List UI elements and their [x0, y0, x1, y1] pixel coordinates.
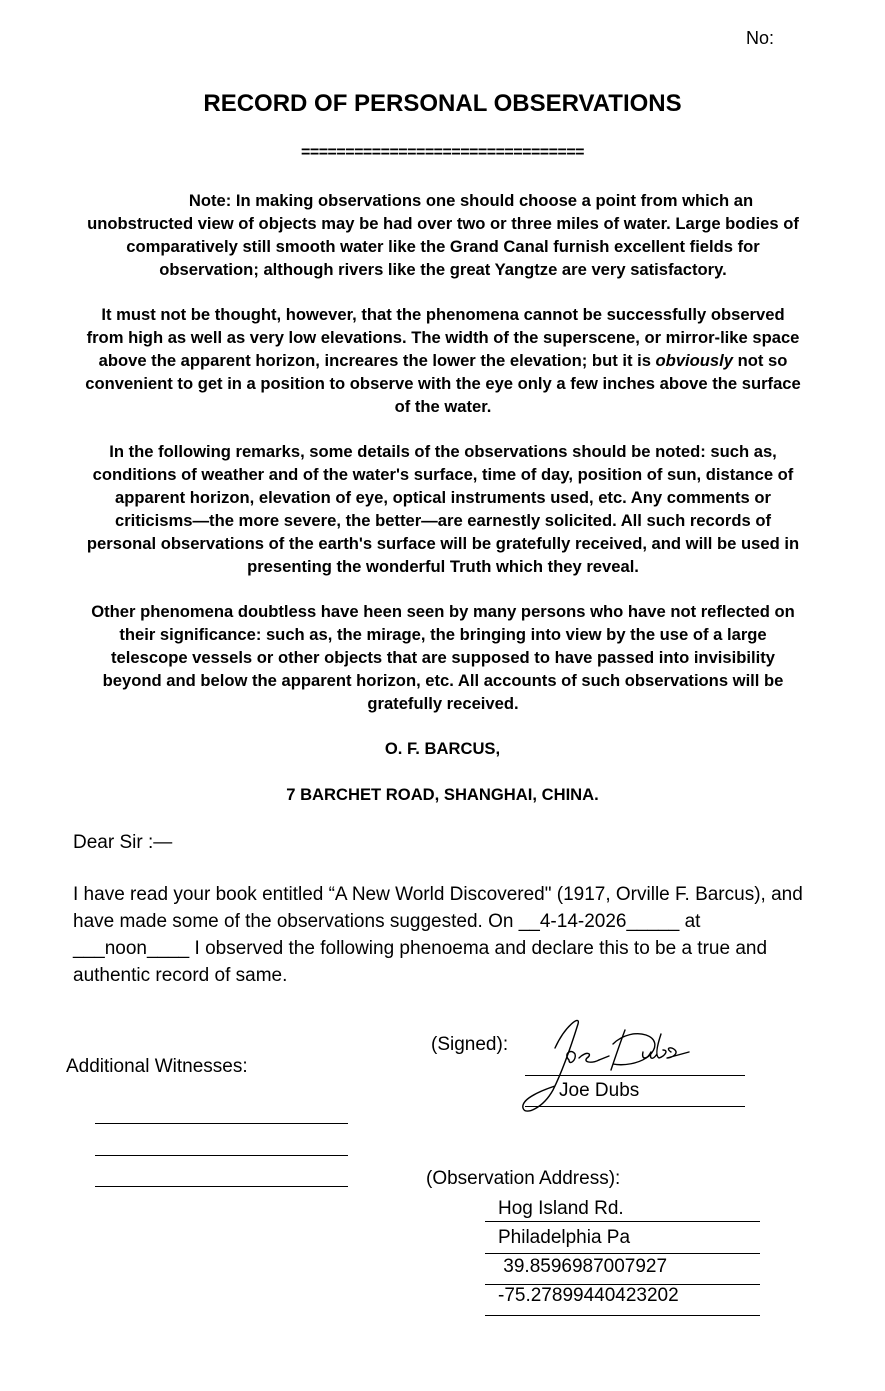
address-underline-2	[485, 1253, 760, 1254]
address-line-2[interactable]: Philadelphia Pa	[498, 1227, 631, 1248]
observation-date-field[interactable]: 4-14-2026	[539, 911, 627, 932]
record-number-label: No:	[746, 28, 775, 48]
signature-line[interactable]	[525, 1075, 745, 1076]
emphasis-obviously: obviously	[655, 351, 733, 370]
observation-time-field[interactable]: noon	[104, 938, 147, 959]
witness-line-2[interactable]	[95, 1155, 348, 1156]
signer-name: Joe Dubs	[559, 1080, 640, 1101]
address-line-1[interactable]: Hog Island Rd.	[498, 1198, 624, 1219]
latitude-field[interactable]: 39.8596987007927	[498, 1256, 668, 1277]
longitude-field[interactable]: -75.27899440423202	[498, 1285, 679, 1306]
address-underline-1	[485, 1221, 760, 1222]
note-paragraph-1: Note: In making observations one should choose a point from which an unobstructed view of objects may be had over two or three miles of water. Large bodies of comparatively still smooth water like the Grand Canal furnish excellent fields for observation; although rivers like the great Yangtze are very satisfactory.	[87, 191, 799, 279]
observation-address-label: (Observation Address):	[426, 1168, 621, 1189]
title-divider: ================================	[301, 144, 584, 161]
address-underline-4	[485, 1315, 760, 1316]
note-paragraph-2: It must not be thought, however, that the phenomena cannot be successfully observed from high as well as very low elevations. The width of the superscene, or mirror-like space above the apparent horizon, increares the lower the elevation; but it is obviously not so convenient to get in a position to observe with the eye only a few inches above the surface of the water.	[85, 305, 801, 416]
witness-line-1[interactable]	[95, 1123, 348, 1124]
author-name: O. F. BARCUS,	[384, 739, 501, 758]
letter-body: I have read your book entitled “A New World Discovered" (1917, Orville F. Barcus), and have made some of the observations suggested. On __4-14-2026_____ at ___noon____ I observed the following phenoema and declare this to be a true and authentic record of same.	[73, 884, 803, 986]
author-address: 7 BARCHET ROAD, SHANGHAI, CHINA.	[286, 785, 599, 804]
signed-label: (Signed):	[431, 1034, 509, 1055]
witness-line-3[interactable]	[95, 1186, 348, 1187]
signer-name-line[interactable]	[525, 1106, 745, 1107]
note-paragraph-4: Other phenomena doubtless have heen seen by many persons who have not reflected on their significance: such as, the mirage, the bringing into view by the use of a large telescope vessels or other objects that are supposed to have passed into invisibility beyond and below the apparent horizon, etc. All accounts of such observations will be gratefully received.	[91, 602, 795, 713]
letter-salutation: Dear Sir :—	[73, 832, 173, 853]
note-paragraph-3: In the following remarks, some details of the observations should be noted: such as, conditions of weather and of the water's surface, time of day, position of sun, distance of apparent horizon, elevation of eye, optical instruments used, etc. Any comments or criticisms—the more severe, the better—are earnestly solicited. All such records of personal observations of the earth's surface will be gratefully received, and will be used in presenting the wonderful Truth which they reveal.	[86, 442, 800, 576]
witnesses-label: Additional Witnesses:	[66, 1056, 248, 1077]
document-title: RECORD OF PERSONAL OBSERVATIONS	[203, 90, 682, 117]
